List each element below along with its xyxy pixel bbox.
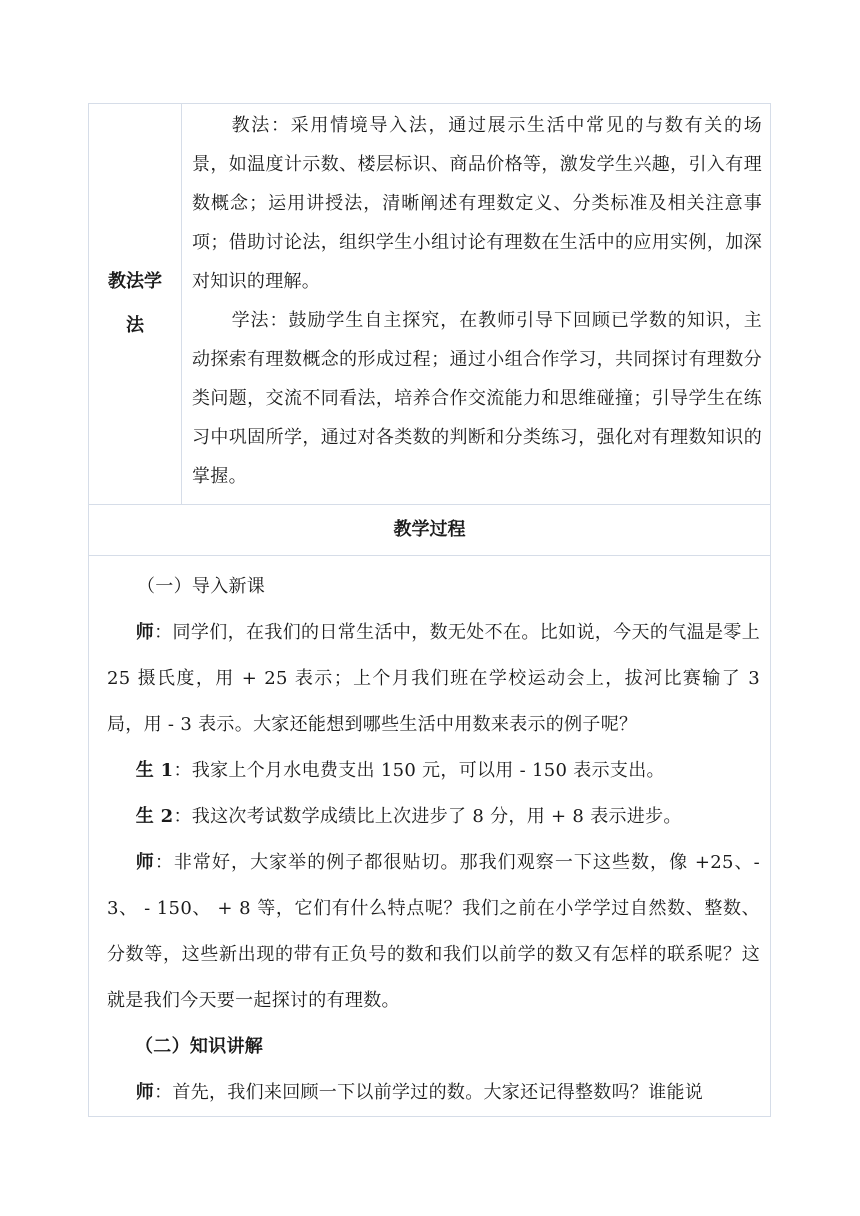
process-content-cell — [89, 556, 771, 1117]
dialogue-text: ：我家上个月水电费支出 150 元，可以用 - 150 表示支出。 — [173, 760, 665, 781]
dialogue-paragraph — [107, 840, 760, 1024]
dialogue-paragraph — [107, 794, 760, 840]
dialogue-text: ：我这次考试数学成绩比上次进步了 8 分，用 + 8 表示进步。 — [173, 806, 682, 827]
dialogue-paragraph — [107, 1070, 760, 1116]
dialogue-text: ：非常好，大家举的例子都很贴切。那我们观察一下这些数，像 +25、- 3、 - 150、 + 8 等，它们有什么特点呢？我们之前在小学学过自然数、整数、分数等，这些新出现的带有正负号的数和我们以前学的数又有怎样的联系呢？这就是我们今天要一起探讨的有理数。 — [107, 852, 760, 1011]
process-header-row — [89, 505, 771, 556]
dialogue-text: ：首先，我们来回顾一下以前学过的数。大家还记得整数吗？谁能说 — [154, 1082, 704, 1103]
speaker-label: 师 — [135, 852, 155, 873]
learning-method-paragraph: 学法：鼓励学生自主探究，在教师引导下回顾已学数的知识，主动探索有理数概念的形成过程；通过小组合作学习，共同探讨有理数分类问题，交流不同看法，培养合作交流能力和思维碰撞；引导学生在练习中巩固所学，通过对各类数的判断和分类练习，强化对有理数知识的掌握。 — [192, 310, 762, 487]
methods-label-cell — [89, 104, 182, 505]
dialogue-paragraph — [107, 610, 760, 748]
methods-label-line1: 教法学 — [108, 271, 162, 292]
methods-row — [89, 104, 771, 505]
methods-content-cell — [182, 104, 771, 505]
speaker-label: 生 2 — [135, 806, 174, 827]
section2-title: （二）知识讲解 — [135, 1036, 264, 1057]
speaker-label: 生 1 — [135, 760, 174, 781]
teaching-method-paragraph: 教法：采用情境导入法，通过展示生活中常见的与数有关的场景，如温度计示数、楼层标识、商品价格等，激发学生兴趣，引入有理数概念；运用讲授法，清晰阐述有理数定义、分类标准及相关注意事项；借助讨论法，组织学生小组讨论有理数在生活中的应用实例，加深对知识的理解。 — [192, 115, 762, 292]
methods-label-line2: 法 — [126, 315, 144, 336]
speaker-label: 师 — [135, 1082, 155, 1103]
speaker-label: 师 — [135, 622, 155, 643]
process-header: 教学过程 — [89, 505, 771, 556]
section1-title: （一）导入新课 — [137, 576, 266, 597]
dialogue-text: ：同学们，在我们的日常生活中，数无处不在。比如说，今天的气温是零上 25 摄氏度，用 + 25 表示；上个月我们班在学校运动会上，拔河比赛输了 3 局，用 - 3 表示。大家还能想到哪些生活中用数来表示的例子呢？ — [107, 622, 760, 735]
lesson-plan-table — [88, 103, 771, 1117]
dialogue-paragraph — [107, 748, 760, 794]
process-row — [89, 556, 771, 1117]
